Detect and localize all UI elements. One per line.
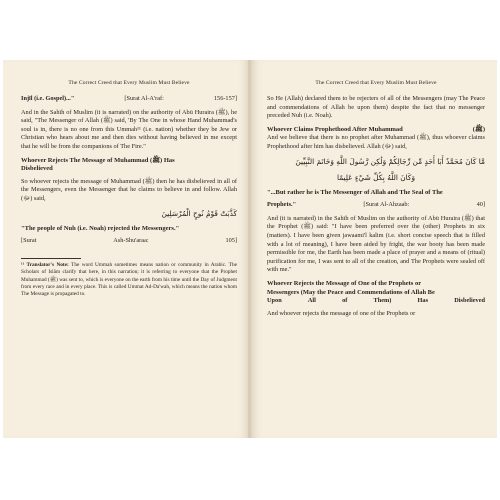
open-book [3, 60, 497, 438]
reference-text: Prophets." [267, 201, 297, 209]
paragraph: So He (Allah) declared them to be rejecters of all of the Messengers (may The Peace and commendations of Allah be upon them) despite the fact that no messenger preceded Nuh (i.e. Noah). [267, 95, 485, 120]
verse-translation: "...But rather he is The Messenger of Allah and The Seal of The [267, 188, 443, 196]
arabic-verse: كَذَّبَتْ قَوْمُ نُوحٍ الْمُرْسَلِينَ [161, 208, 237, 218]
verse-reference [21, 237, 237, 246]
verse-reference [267, 201, 485, 210]
page-header: The Correct Creed that Every Muslim Must Believe [68, 80, 190, 86]
reference-text: Injīl (i.e. Gospel)..." [21, 95, 75, 102]
reference-text: [Surat [21, 237, 37, 245]
reference-verse: 40] [476, 201, 485, 209]
heading-word: Disbelieved [454, 297, 485, 305]
verse-reference [21, 95, 237, 104]
footnote [21, 262, 237, 299]
footnote-text: The word Ummah sometimes means nation or community in Arabic. The Scholars of Islām clarify that here, in this narration; it is referring to everyone that the Prophet Muhammad (ﷺ) was sent to, which is everyone on the earth from his time until the Day of Judgment from every race and in every place. This is called Ummat Ad-Da'wah, which means the nation whom The Message is propagated to. [21, 261, 237, 298]
paragraph: And in the Sahīh of Muslim (it is narrated) on the authority of Abū Huraira (ﷺ), he said, "The Messenger of Allah (ﷺ) said, 'By The One in whose Hand Muhammad's soul is in, there is no one from this Ummah¹¹ (i.e. nation) whether they be Jew or Christian who hears about me and then dies without having believed in me except that he will be from the companions of The Fire." [21, 108, 237, 150]
arabic-verse: وَكَانَ اللَّهُ بِكُلِّ شَيْءٍ عَلِيمًا [336, 172, 416, 182]
heading-word: of [342, 297, 348, 305]
section-heading [21, 157, 237, 174]
heading-word: All [307, 297, 316, 305]
heading-word: Upon [267, 297, 282, 305]
heading-line [267, 297, 485, 306]
heading-word: Them) [373, 297, 392, 305]
footnote-divider [21, 258, 81, 259]
paragraph: And we believe that there is no prophet after Muhammad (ﷺ), thus whoever claims Prophethood after him has disbelieved. Allah (ﷻ) said, [267, 134, 485, 150]
heading-line: Whoever Claims Prophethood After Muhammad [267, 125, 403, 133]
paragraph: And whoever rejects the message of one of the Prophets or [267, 309, 416, 317]
paragraph: And (it is narrated) in the Sahīh of Muslim on the authority of Abū Huraira (ﷺ) that the Prophet (ﷺ) said: "I have been preferred over the (other) Prophets in six (matters). I have been given jawaami'l kalim (i.e. short concise speech that is filled with a lot of meaning), I have been aided by fright, the war booty has been made permissible for me, the Earth has been made a place of prayer and a means of (ritual) purification for me, I was sent to all of the creation, and The Prophets were sealed off with me." [267, 214, 485, 274]
footnote-label: ¹¹ Translator's Note: [21, 261, 69, 268]
reference-verse: 156-157] [213, 95, 237, 102]
page-header: The Correct Creed that Every Muslim Must Believe [315, 80, 437, 86]
heading-line: Messengers (May the Peace and Commendations of Allah Be [267, 288, 435, 296]
heading-line: Whoever Rejects the Message of One of the Prophets or [267, 279, 422, 287]
reference-surah: [Surat Al-A'raf: [124, 95, 164, 102]
verse-translation: "The people of Nuh (i.e. Noah) rejected the Messengers." [21, 224, 180, 232]
section-heading [267, 280, 485, 306]
reference-verse: 105] [225, 237, 237, 245]
right-page [251, 60, 497, 438]
heading-line: Whoever Rejects The Message of Muhammad (ﷺ) Has [21, 156, 175, 164]
paragraph: So whoever rejects the message of Muhammad (ﷺ) then he has disbelieved in all of the Messengers, even the Messenger that he claims to believe in and follow. Allah (ﷻ) said, [21, 177, 237, 202]
reference-surah: [Surat Al-Ahzaab: [363, 201, 410, 209]
arabic-verse: مَّا كَانَ مُحَمَّدٌ أَبَا أَحَدٍ مِّن رِّجَالِكُمْ وَلَٰكِن رَّسُولَ اللَّهِ وَخَاتَمَ النَّبِيِّينَ [295, 156, 485, 166]
heading-word: Has [417, 297, 429, 305]
heading-line: (ﷺ) [472, 125, 485, 133]
left-page [3, 60, 249, 438]
heading-line: Disbelieved [21, 165, 53, 173]
reference-surah: Ash-Shu'araa: [113, 237, 149, 245]
